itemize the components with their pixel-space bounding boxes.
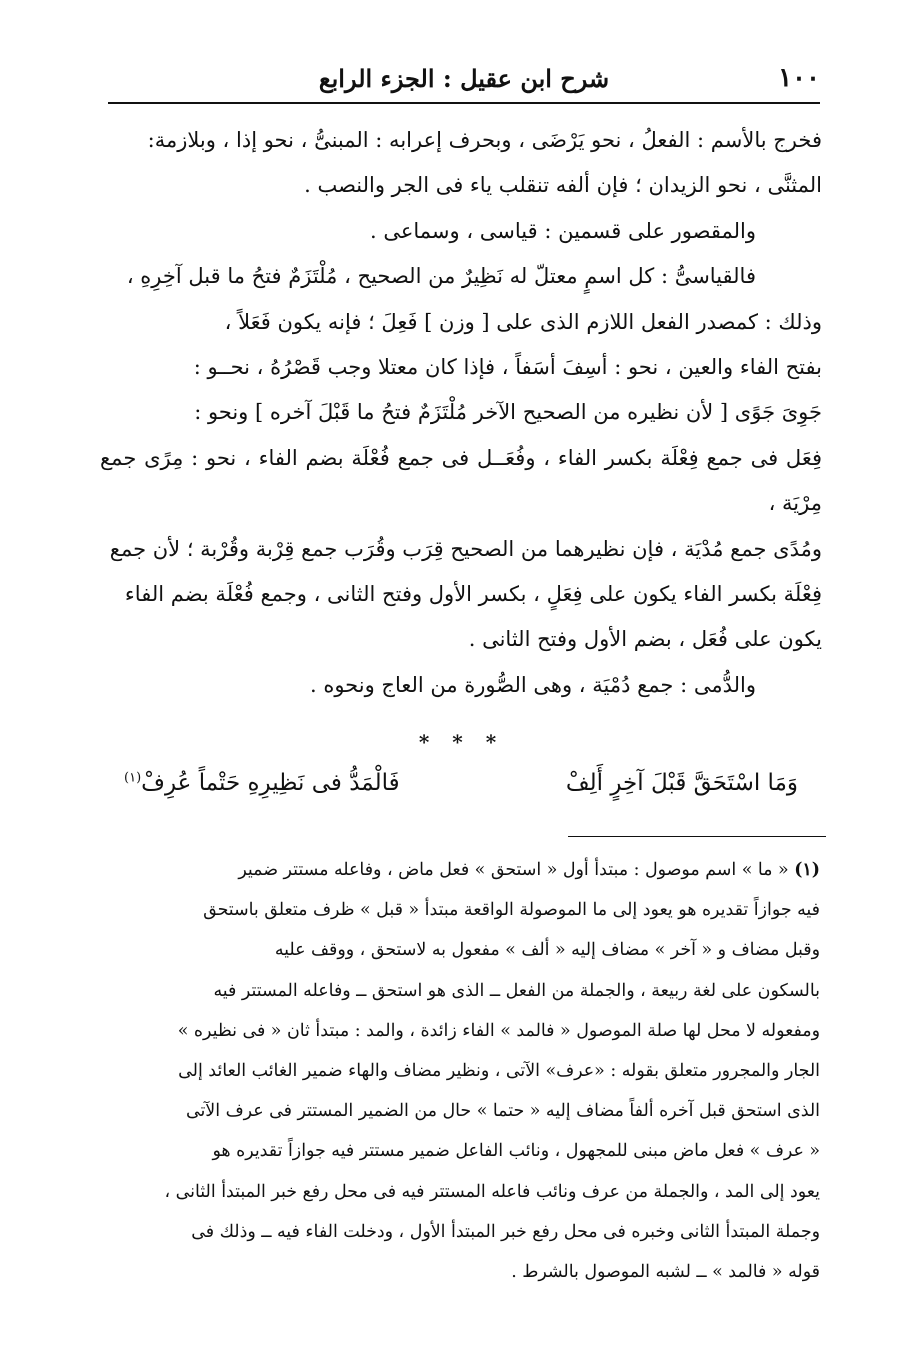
text-line: والدُّمى : جمع دُمْيَة ، وهى الصُّورة من العاج ونحوه . bbox=[309, 672, 756, 697]
text-line: جَوِىَ جَوًى [ لأن نظيره من الصحيح الآخر مُلْتَزَمٌ فتحُ ما قَبْلَ آخره ] ونحو : bbox=[194, 400, 822, 425]
text-line: فخرج بالأسم : الفعلُ ، نحو يَرْضَى ، وبحرف إعرابه : المبنىُّ ، نحو إذا ، وبلازمة: bbox=[147, 128, 822, 152]
text-line: يكون على فُعَل ، بضم الأول وفتح الثانى . bbox=[468, 627, 822, 652]
footnote-line: فيه جوازاً تقديره هو يعود إلى ما الموصولة الواقعة مبتدأ « قبل » ظرف متعلق باستحق bbox=[203, 900, 820, 921]
text-line: فِعْلَة بكسر الفاء يكون على فِعَلٍ ، بكسر الأول وفتح الثانى ، وجمع فُعْلَة بضم الفاء bbox=[124, 582, 822, 607]
verse-line bbox=[100, 770, 822, 796]
footnote-line: بالسكون على لغة ربيعة ، والجملة من الفعل ــ الذى هو استحق ــ وفاعله المستتر فيه bbox=[213, 980, 820, 1001]
text-line: بفتح الفاء والعين ، نحو : أسِفَ أسَفاً ، فإذا كان معتلا وجب قَصْرُهُ ، نحــو : bbox=[193, 355, 822, 380]
footnote bbox=[104, 850, 820, 1292]
page-number: ١٠٠ bbox=[778, 63, 820, 93]
footnote-line: « عرف » فعل ماض مبنى للمجهول ، ونائب الفاعل ضمير مستتر فيه جوازاً تقديره هو bbox=[212, 1141, 820, 1162]
text-line: والمقصور على قسمين : قياسى ، وسماعى . bbox=[370, 218, 756, 243]
footnote-line bbox=[104, 850, 820, 890]
footnote-rule bbox=[568, 836, 826, 837]
verse-second-hemistich-wrap bbox=[100, 770, 424, 796]
footnote-line: وقبل مضاف و « آخر » مضاف إليه « ألف » مفعول به لاستحق ، ووقف عليه bbox=[274, 940, 820, 961]
footnote-line: ومفعوله لا محل لها صلة الموصول « فالمد » الفاء زائدة ، والمد : مبتدأ ثان « فى نظيره » bbox=[177, 1020, 820, 1041]
text-line: ومُدًى جمع مُدْيَة ، فإن نظيرهما من الصحيح قِرَب وقُرَب جمع قِرْبة وقُرْبة ؛ لأن جمع bbox=[109, 536, 822, 561]
text-line: فِعَل فى جمع فِعْلَة بكسر الفاء ، وفُعَــل فى جمع فُعْلَة بضم الفاء ، نحو : مِرًى جمع مِرْيَة ، bbox=[100, 445, 822, 516]
footnote-line: يعود إلى المد ، والجملة من عرف ونائب فاعله المستتر فيه فى محل رفع خبر المبتدأ الثانى ، bbox=[164, 1181, 820, 1202]
header-rule bbox=[108, 102, 820, 104]
page-header bbox=[108, 58, 820, 98]
text-line: وذلك : كمصدر الفعل اللازم الذى على [ وزن ] فَعِلَ ؛ فإنه يكون فَعَلاً ، bbox=[224, 309, 822, 334]
footnote-line-text: « ما » اسم موصول : مبتدأ أول « استحق » فعل ماض ، وفاعله مستتر ضمير bbox=[238, 860, 789, 880]
footnote-marker: (١) bbox=[124, 770, 142, 786]
main-text bbox=[100, 118, 822, 708]
verse-first-hemistich: وَمَا اسْتَحَقَّ قَبْلَ آخِرٍ أَلِفْ bbox=[565, 770, 798, 796]
footnote-line: وجملة المبتدأ الثانى وخبره فى محل رفع خبر المبتدأ الأول ، ودخلت الفاء فيه ــ وذلك فى bbox=[191, 1221, 820, 1242]
footnote-number: (١) bbox=[794, 860, 820, 880]
footnote-line: الذى استحق قبل آخره ألفاً مضاف إليه « حتما » حال من الضمير المستتر فى عرف الآتى bbox=[185, 1101, 820, 1122]
verse-second-hemistich: فَالْمَدُّ فى نَظِيرِهِ حَتْماً عُرِفْ bbox=[141, 770, 400, 796]
text-line: فالقياسىُّ : كل اسمٍ معتلّ له نَظِيرٌ من الصحيح ، مُلْتَزَمٌ فتحُ ما قبل آخِرِهِ ، bbox=[126, 264, 756, 289]
footnote-line: الجار والمجرور متعلق بقوله : «عرف» الآتى ، ونظير مضاف والهاء ضمير الغائب العائد إلى bbox=[178, 1061, 820, 1082]
footnote-line: قوله « فالمد » ــ لشبه الموصول بالشرط . bbox=[511, 1262, 820, 1283]
section-separator: * * * bbox=[418, 730, 505, 754]
text-line: المثنَّى ، نحو الزيدان ؛ فإن ألفه تنقلب ياء فى الجر والنصب . bbox=[304, 173, 822, 198]
running-title: شرح ابن عقيل : الجزء الرابع bbox=[318, 63, 610, 93]
